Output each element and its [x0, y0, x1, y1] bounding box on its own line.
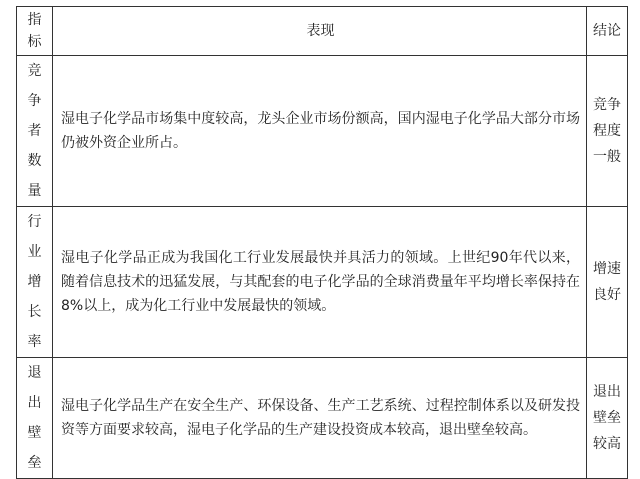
indicator-label: 退出壁垒: [27, 365, 42, 471]
indicator-label: 行业增长率: [27, 214, 42, 350]
performance-text: 湿电子化学品正成为我国化工行业发展最快并具活力的领域。上世纪90年代以来，随着信息技术的迅猛发展，与其配套的电子化学品的全球消费量年平均增长率保持在8%以上，成为化工行业中发展最快的领域。: [61, 250, 580, 314]
indicator-cell: [17, 207, 53, 358]
conclusion-cell: [587, 56, 628, 207]
performance-text: 湿电子化学品市场集中度较高，龙头企业市场份额高，国内湿电子化学品大部分市场仍被外资企业所占。: [61, 111, 580, 151]
table-row: [17, 207, 628, 358]
conclusion-text: 增速良好: [593, 261, 621, 303]
table-row: [17, 56, 628, 207]
conclusion-text: 竞争程度一般: [593, 97, 621, 165]
indicator-label: 竞争者数量: [27, 63, 42, 199]
indicator-cell: [17, 358, 53, 479]
header-indicator-label: 指标: [27, 12, 42, 50]
performance-cell: [53, 56, 587, 207]
header-performance-label: 表现: [306, 23, 335, 39]
indicator-cell: [17, 56, 53, 207]
table-row: [17, 358, 628, 479]
comparison-table-container: [16, 6, 627, 471]
performance-cell: [53, 207, 587, 358]
conclusion-cell: [587, 358, 628, 479]
performance-cell: [53, 358, 587, 479]
conclusion-cell: [587, 207, 628, 358]
comparison-table: [16, 6, 628, 479]
table-header-row: [17, 7, 628, 56]
conclusion-text: 退出壁垒较高: [593, 384, 621, 452]
header-conclusion-cell: [587, 7, 628, 56]
header-conclusion-label: 结论: [593, 23, 621, 39]
header-indicator-cell: [17, 7, 53, 56]
header-performance-cell: [53, 7, 587, 56]
performance-text: 湿电子化学品生产在安全生产、环保设备、生产工艺系统、过程控制体系以及研发投资等方面要求较高，湿电子化学品的生产建设投资成本较高，退出壁垒较高。: [61, 398, 580, 438]
